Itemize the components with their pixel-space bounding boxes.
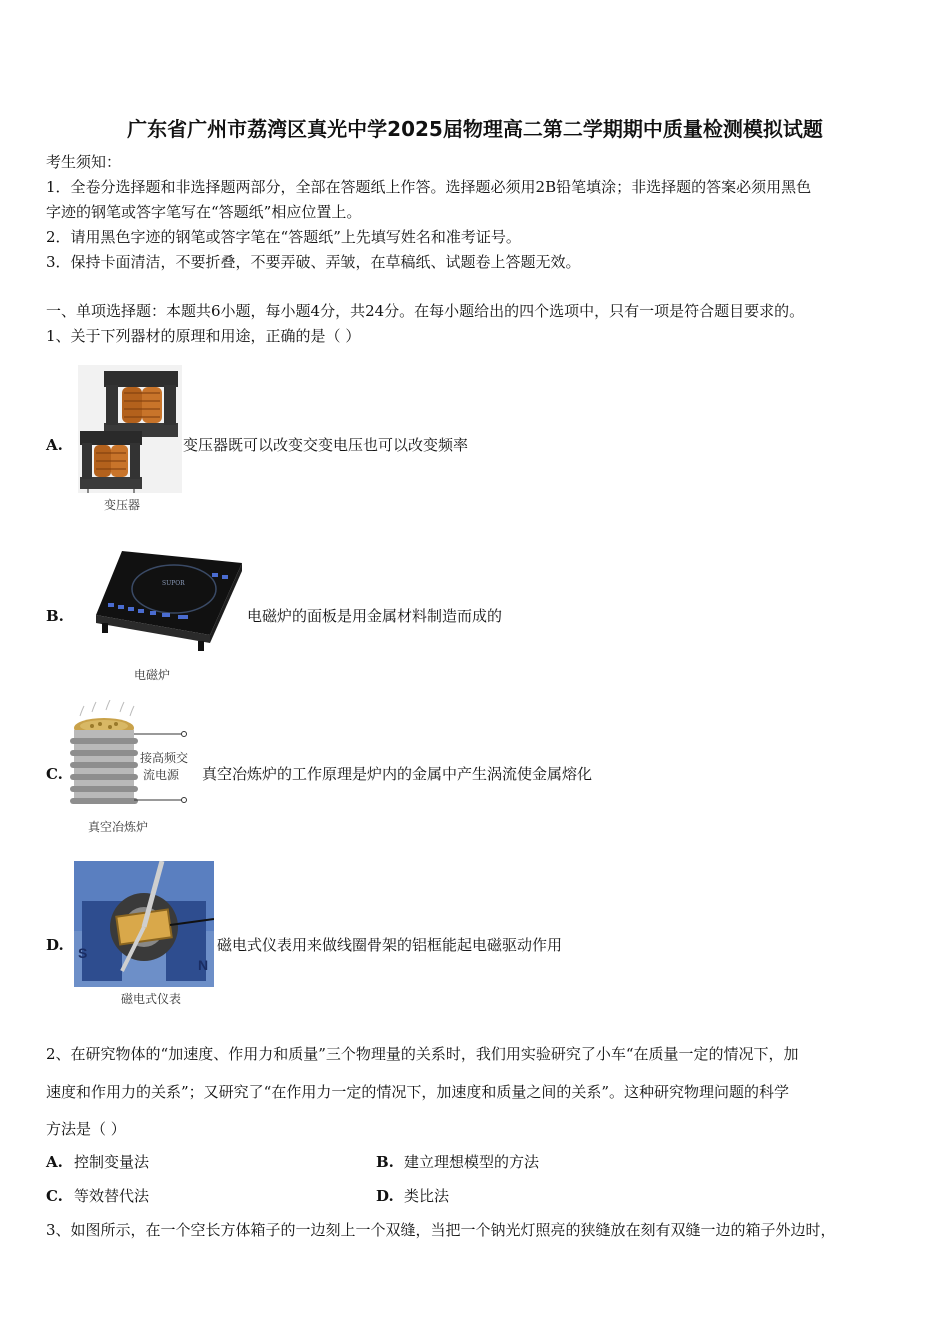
question-1-stem: 1、关于下列器材的原理和用途，正确的是（ ）: [46, 327, 361, 345]
q2-option-b-letter: B.: [376, 1153, 394, 1171]
transformer-caption: 变压器: [104, 498, 141, 512]
page-title: 广东省广州市荔湾区真光中学2025届物理高二第二学期期中质量检测模拟试题: [127, 117, 823, 141]
q2-option-c-text: 等效替代法: [74, 1187, 150, 1205]
option-c-text: 真空冶炼炉的工作原理是炉内的金属中产生涡流使金属熔化: [202, 765, 593, 783]
furnace-label-1: 接高频交: [140, 751, 189, 765]
vacuum-furnace-caption: 真空冶炼炉: [88, 820, 149, 834]
option-b-text: 电磁炉的面板是用金属材料制造而成的: [247, 607, 503, 625]
q2-option-d-letter: D.: [376, 1187, 394, 1205]
question-2-line-3: 方法是（ ）: [46, 1120, 126, 1138]
q2-option-a-text: 控制变量法: [74, 1153, 150, 1171]
furnace-label-2: 流电源: [143, 768, 180, 782]
question-2-line-2: 速度和作用力的关系”；又研究了“在作用力一定的情况下，加速度和质量之间的关系”。这种研究物理问题的科学: [46, 1083, 790, 1101]
pole-n-label: N: [198, 957, 209, 973]
induction-cooker-image: [92, 545, 246, 657]
notice-line-1a: 1．全卷分选择题和非选择题两部分，全部在答题纸上作答。选择题必须用2B铅笔填涂；非选择题的答案必须用黑色: [46, 178, 812, 196]
transformer-image: [78, 365, 182, 493]
moving-coil-meter-image: [74, 861, 214, 987]
notice-line-1b: 字迹的钢笔或答字笔写在“答题纸”相应位置上。: [46, 203, 362, 221]
q2-option-b-text: 建立理想模型的方法: [404, 1153, 540, 1171]
notice-line-3: 3．保持卡面清洁，不要折叠，不要弄破、弄皱，在草稿纸、试题卷上答题无效。: [46, 253, 581, 271]
q2-option-a-letter: A.: [46, 1153, 63, 1171]
option-a-letter: A.: [46, 436, 63, 454]
q2-option-c-letter: C.: [46, 1187, 63, 1205]
section-heading: 一、单项选择题：本题共6小题，每小题4分，共24分。在每小题给出的四个选项中，只有一项是符合题目要求的。: [46, 302, 805, 320]
option-d-letter: D.: [46, 936, 64, 954]
option-d-text: 磁电式仪表用来做线圈骨架的铝框能起电磁驱动作用: [217, 936, 563, 954]
meter-caption: 磁电式仪表: [121, 992, 182, 1006]
svg-text:SUPOR: SUPOR: [162, 580, 185, 587]
option-b-letter: B.: [46, 607, 64, 625]
pole-s-label: S: [78, 945, 88, 961]
q2-option-d-text: 类比法: [404, 1187, 450, 1205]
question-2-line-1: 2、在研究物体的“加速度、作用力和质量”三个物理量的关系时，我们用实验研究了小车“在质量一定的情况下，加: [46, 1045, 799, 1063]
notice-heading: 考生须知：: [46, 153, 122, 171]
question-3-line-1: 3、如图所示，在一个空长方体箱子的一边刻上一个双缝，当把一个钠光灯照亮的狭缝放在刻有双缝一边的箱子外边时，: [46, 1221, 836, 1239]
induction-cooker-caption: 电磁炉: [134, 668, 171, 682]
notice-line-2: 2．请用黑色字迹的钢笔或答字笔在“答题纸”上先填写姓名和准考证号。: [46, 228, 521, 246]
option-c-letter: C.: [46, 765, 63, 783]
option-a-text: 变压器既可以改变交变电压也可以改变频率: [183, 436, 469, 454]
